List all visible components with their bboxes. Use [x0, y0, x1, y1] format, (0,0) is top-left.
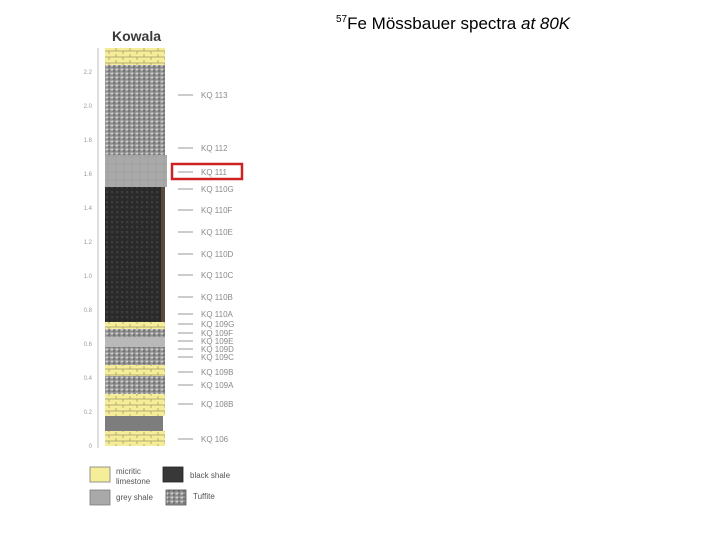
axis-tick-label: 0.2 — [83, 410, 92, 416]
sample-label: KQ 112 — [201, 144, 228, 153]
axis-tick-label: 1.6 — [83, 172, 92, 178]
tuffite-bed — [105, 347, 165, 365]
limestone-bed — [105, 48, 165, 65]
isotope-superscript: 57 — [336, 14, 348, 25]
axis-tick-label: 2.0 — [83, 104, 92, 110]
limestone-bed — [105, 394, 165, 416]
axis-tick-label: 0.6 — [83, 342, 92, 348]
axis-tick-label: 2.2 — [83, 70, 92, 76]
sample-label: KQ 110D — [201, 250, 234, 259]
sample-label: KQ 108B — [201, 400, 234, 409]
sample-label: KQ 110E — [201, 228, 233, 237]
title-temperature: at 80K — [520, 14, 571, 33]
limestone-bed — [105, 431, 165, 446]
axis-tick-label: 1.0 — [83, 274, 92, 280]
axis-tick-label: 0 — [88, 444, 92, 450]
legend-label-limestone: limestone — [116, 477, 151, 486]
sample-label: KQ 110B — [201, 293, 233, 302]
axis-tick-label: 1.8 — [83, 138, 92, 144]
sample-label: KQ 109E — [201, 337, 234, 346]
tuffite-bed — [105, 329, 165, 337]
legend-swatch-black-shale — [163, 467, 183, 482]
axis-tick-label: 1.2 — [83, 240, 92, 246]
lithology-column — [105, 48, 167, 446]
sample-label: KQ 110A — [201, 310, 233, 319]
sample-label: KQ 109C — [201, 353, 234, 362]
legend-label-tuffite: Tuffite — [193, 492, 215, 501]
grey-shale-bed — [105, 416, 163, 431]
sample-label: KQ 109D — [201, 345, 234, 354]
legend-label-black-shale: black shale — [190, 471, 231, 480]
axis-tick-label: 1.4 — [83, 206, 92, 212]
legend-swatch-limestone — [90, 467, 110, 482]
axis-tick-label: 0.8 — [83, 308, 92, 314]
tuffite-bed — [105, 65, 165, 155]
sample-label: KQ 110G — [201, 185, 234, 194]
sample-labels — [178, 91, 234, 444]
depth-axis — [84, 48, 98, 450]
sample-label: KQ 113 — [201, 91, 228, 100]
black-shale-bed — [105, 187, 161, 322]
legend-swatch-grey-shale — [90, 490, 110, 505]
limestone-bed — [105, 365, 165, 376]
sample-label: KQ 106 — [201, 435, 229, 444]
sample-label: KQ 109F — [201, 329, 234, 338]
legend-swatch-tuffite — [166, 490, 186, 505]
legend-label-grey-shale: grey shale — [116, 493, 153, 502]
limestone-bed — [105, 322, 165, 329]
grey-shale-bed — [105, 337, 165, 347]
axis-tick-label: 0.4 — [83, 376, 92, 382]
section-name: Kowala — [112, 28, 162, 44]
sample-label: KQ 109B — [201, 368, 234, 377]
sample-label: KQ 109A — [201, 381, 234, 390]
legend — [90, 467, 231, 505]
legend-label-limestone: micritic — [116, 467, 141, 476]
sample-label: KQ 110C — [201, 271, 234, 280]
sample-label-highlighted: KQ 111 — [201, 168, 227, 177]
grey-shale-bed — [105, 155, 167, 187]
title-text: Fe Mössbauer spectra — [347, 14, 521, 33]
sample-label: KQ 109G — [201, 320, 235, 329]
sample-label: KQ 110F — [201, 206, 233, 215]
tuffite-bed — [105, 376, 165, 394]
